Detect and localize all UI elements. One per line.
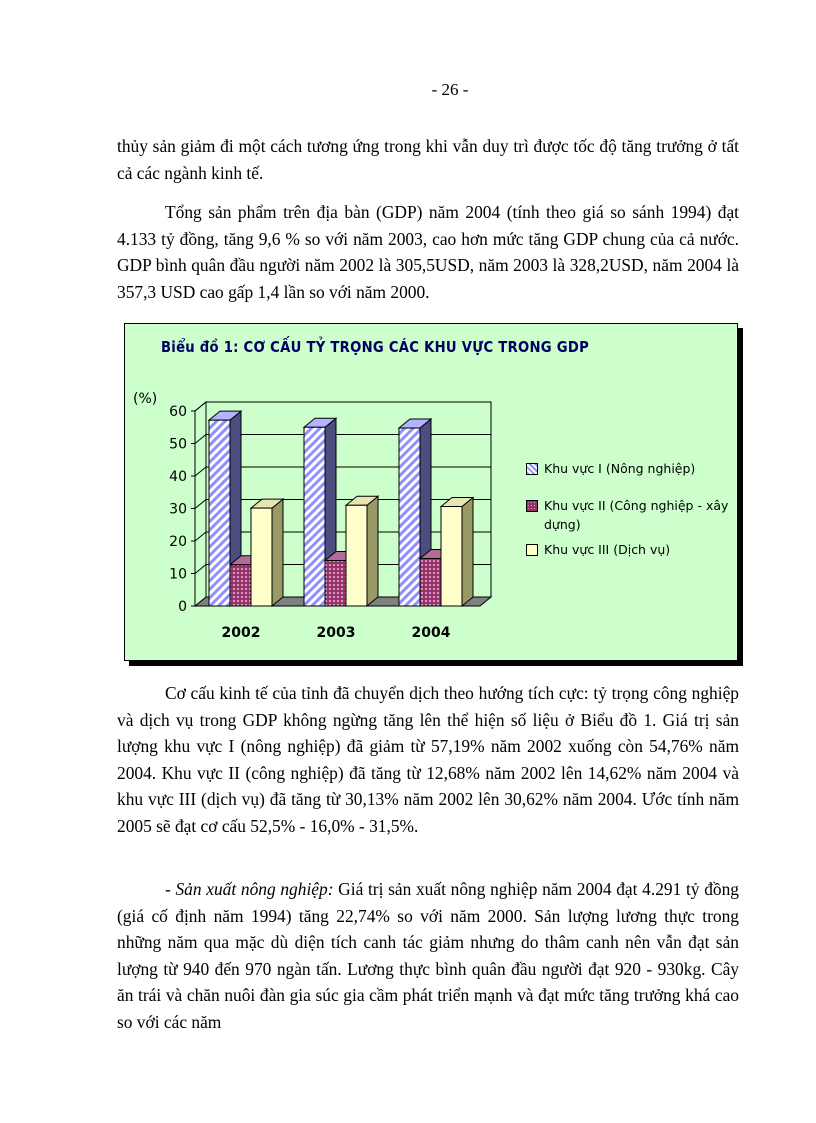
y-tick-label: 30 — [169, 501, 187, 518]
chart-legend — [526, 459, 736, 565]
y-tick-label: 40 — [169, 469, 187, 485]
chart-title: Biểu đồ 1: CƠ CẤU TỶ TRỌNG CÁC KHU VỰC TRONG GDP — [160, 338, 590, 356]
bar-2-2003 — [325, 561, 346, 607]
y-tick-label: 0 — [178, 599, 187, 615]
paragraph-4-text: Giá trị sản xuất nông nghiệp năm 2004 đạt 4.291 tỷ đồng (giá cố định năm 1994) tăng 22,74% so với năm 2000. Sản lượng lương thực trong những năm qua mặc dù diện tích canh tác giảm nhưng do thâm canh nên vẫn đạt sản lượng từ 940 đến 970 ngàn tấn. Lương thực bình quân đầu người đạt 920 - 930kg. Cây ăn trái và chăn nuôi đàn gia súc gia cầm phát triển mạnh và đạt mức tăng trưởng khá cao so với các năm — [117, 879, 739, 1032]
x-tick-label: 2004 — [411, 625, 451, 641]
legend-item — [526, 496, 736, 534]
gdp-structure-chart — [124, 323, 738, 661]
bar-3-2004 — [441, 506, 462, 606]
bar-side — [367, 496, 378, 606]
x-tick-label: 2003 — [316, 625, 356, 641]
y-tick-label: 10 — [169, 566, 187, 583]
legend-label: Khu vực I (Nông nghiệp) — [544, 461, 696, 476]
paragraph-2 — [117, 199, 739, 305]
page-number: - 26 - — [431, 80, 469, 99]
legend-item — [526, 540, 736, 559]
bar-3-2002 — [251, 508, 272, 606]
bar-2-2004 — [420, 558, 441, 606]
bar-3-2003 — [346, 505, 367, 606]
x-tick-label: 2002 — [221, 625, 261, 641]
y-axis-label: (%) — [133, 391, 158, 407]
y-tick-label: 60 — [169, 404, 187, 420]
legend-label: Khu vực II (Công nghiệp - xây dựng) — [544, 498, 729, 532]
legend-item — [526, 459, 736, 478]
paragraph-3-text: Cơ cấu kinh tế của tỉnh đã chuyển dịch theo hướng tích cực: tỷ trọng công nghiệp và dịch vụ trong GDP không ngừng tăng lên thể hiện số liệu ở Biểu đồ 1. Giá trị sản lượng khu vực I (nông nghiệp) đã giảm từ 57,19% năm 2002 xuống còn 54,76% năm 2004. Khu vực II (công nghiệp) đã tăng từ 12,68% năm 2002 lên 14,62% năm 2004 và khu vực III (dịch vụ) đã tăng từ 30,13% năm 2002 lên 30,62% năm 2004. Ước tính năm 2005 sẽ đạt cơ cấu 52,5% - 16,0% - 31,5%. — [117, 683, 739, 836]
paragraph-4 — [117, 876, 739, 1036]
bar-side — [462, 497, 473, 606]
y-tick-label: 50 — [169, 436, 187, 453]
legend-label: Khu vực III (Dịch vụ) — [544, 542, 671, 557]
bar-2-2002 — [230, 565, 251, 606]
paragraph-2-text: Tổng sản phẩm trên địa bàn (GDP) năm 2004 (tính theo giá so sánh 1994) đạt 4.133 tỷ đồng, tăng 9,6 % so với năm 2003, cao hơn mức tăng GDP chung của cả nước. GDP bình quân đầu người năm 2002 là 305,5USD, năm 2003 là 328,2USD, năm 2004 là 357,3 USD cao gấp 1,4 lần so với năm 2000. — [117, 202, 739, 302]
paragraph-3 — [117, 680, 739, 840]
bar-1-2003 — [304, 427, 325, 606]
paragraph-4-lead: - Sản xuất nông nghiệp: — [165, 879, 334, 899]
legend-swatch — [526, 544, 538, 556]
bar-side — [272, 499, 283, 606]
y-tick-label: 20 — [169, 534, 187, 550]
paragraph-1: thủy sản giảm đi một cách tương ứng trong khi vẫn duy trì được tốc độ tăng trưởng ở tất cả các ngành kinh tế. — [117, 136, 739, 183]
legend-swatch — [526, 463, 538, 475]
bar-1-2002 — [209, 420, 230, 606]
legend-swatch — [526, 500, 538, 512]
bar-1-2004 — [399, 428, 420, 606]
